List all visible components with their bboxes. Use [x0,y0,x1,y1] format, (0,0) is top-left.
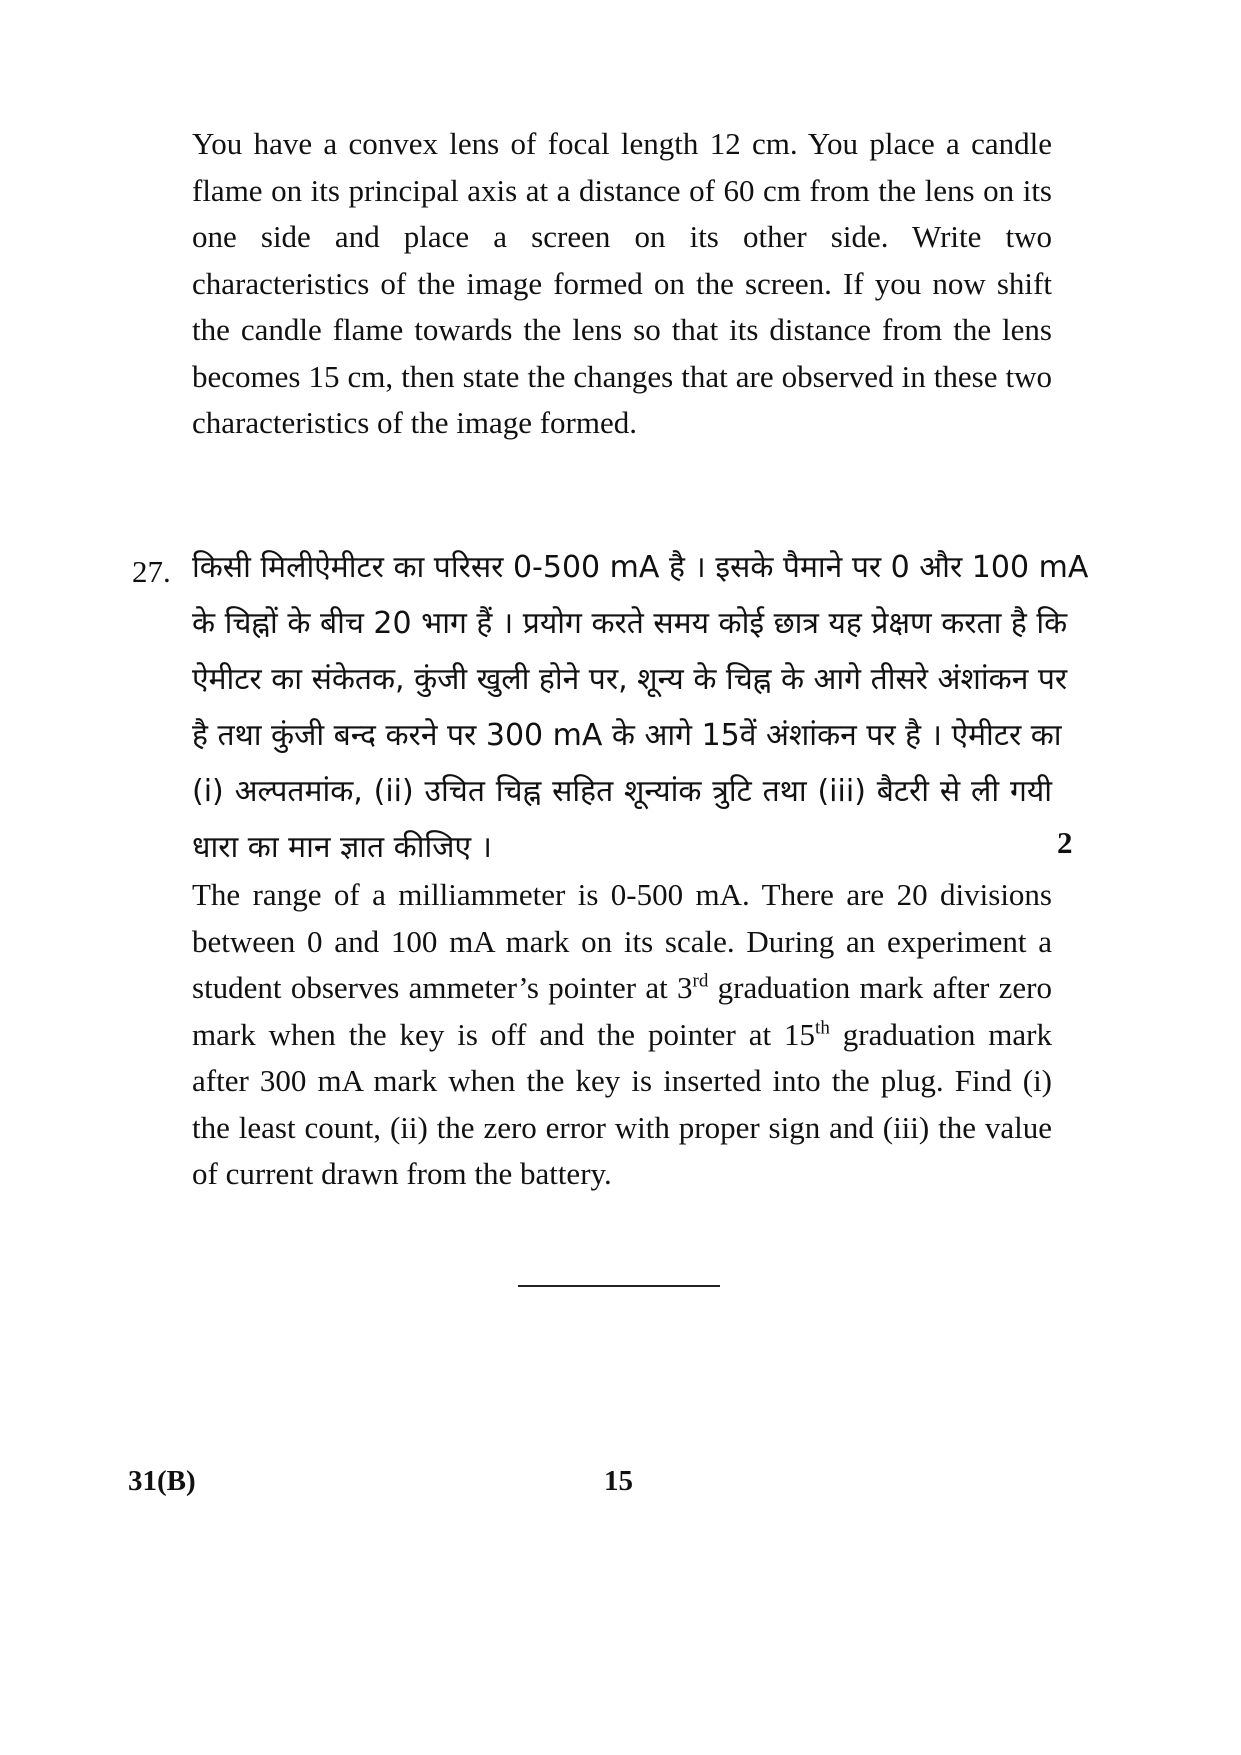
hindi-line: है तथा कुंजी बन्द करने पर 300 mA के आगे 15वें अंशांकन पर है । ऐमीटर का [192,718,1062,753]
english-text-part: graduation mark after 300 mA mark when the key is inserted into the plug. Find (i) the least count, (ii) the zero error with proper sign and (iii) the value of current drawn from the battery. [192,1016,1052,1191]
hindi-line: धारा का मान ज्ञात कीजिए । [192,830,493,865]
hindi-line: के चिह्नों के बीच 20 भाग हैं । प्रयोग करते समय कोई छात्र यह प्रेक्षण करता है कि [192,606,1068,641]
prev-question-english-text: You have a convex lens of focal length 12 cm. You place a candle flame on its principal axis at a distance of 60 cm from the lens on its one side and place a screen on its other side. Write two characteristics of the image formed on the screen. If you now shift the candle flame towards the lens so that its distance from the lens becomes 15 cm, then state the changes that are observed in these two characteristics of the image formed. [192,126,1052,440]
ordinal-superscript: rd [692,970,709,992]
hindi-line: (i) अल्पतमांक, (ii) उचित चिह्न सहित शून्यांक त्रुटि तथा (iii) बैटरी से ली गयी [192,774,1052,809]
hindi-line: किसी मिलीऐमीटर का परिसर 0-500 mA है । इसके पैमाने पर 0 और 100 mA [192,550,1089,585]
footer-page-number: 15 [604,1465,633,1497]
question-number: 27. [132,554,171,589]
end-divider-line [518,1285,720,1287]
english-text-part: The range of a milliammeter is 0-500 mA. There are 20 divisions between 0 and 100 mA mark on its scale. During an experiment a student observes ammeter’s pointer at 3 [192,877,1052,1005]
question-27-hindi-text [192,540,1089,876]
question-27-english-text [192,872,1052,1198]
ordinal-superscript: th [815,1017,830,1039]
marks-label: 2 [1057,825,1073,860]
hindi-line: ऐमीटर का संकेतक, कुंजी खुली होने पर, शून्य के चिह्न के आगे तीसरे अंशांकन पर [192,662,1068,697]
english-text-part: graduation mark after zero mark when the key is off and the pointer at 15 [192,970,1052,1052]
footer-paper-code: 31(B) [128,1465,196,1497]
